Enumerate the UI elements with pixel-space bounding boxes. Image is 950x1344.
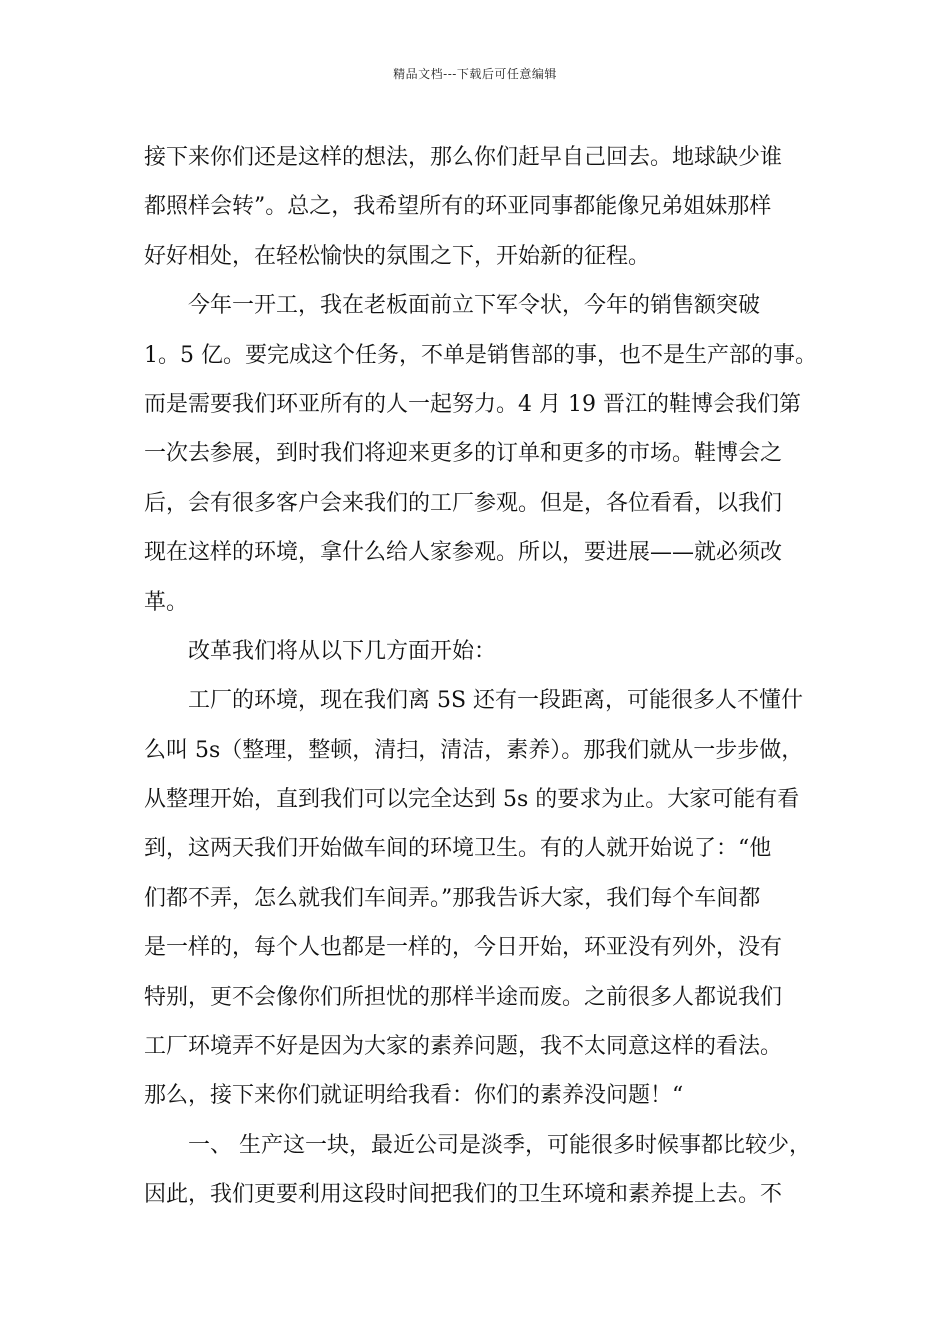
text-line: 是一样的，每个人也都是一样的，今日开始，环亚没有列外，没有	[144, 935, 783, 961]
text-line: 么叫 5s（整理，整顿，清扫，清洁，素养）。那我们就从一步步做，	[144, 737, 804, 763]
text-line: 1。5 亿。要完成这个任务，不单是销售部的事，也不是生产部的事。	[144, 342, 817, 368]
text-line: 那么，接下来你们就证明给我看：你们的素养没问题！“	[144, 1083, 684, 1109]
text-line: 因此，我们更要利用这段时间把我们的卫生环境和素养提上去。不	[144, 1182, 783, 1208]
text-line: 后，会有很多客户会来我们的工厂参观。但是，各位看看，以我们	[144, 490, 783, 516]
text-line: 一次去参展，到时我们将迎来更多的订单和更多的市场。鞋博会之	[144, 441, 783, 467]
text-line: 改革我们将从以下几方面开始：	[188, 638, 497, 664]
text-line: 到，这两天我们开始做车间的环境卫生。有的人就开始说了：“他	[144, 836, 772, 862]
text-line: 现在这样的环境，拿什么给人家参观。所以，要进展——就必须改	[144, 540, 783, 566]
text-line: 好好相处，在轻松愉快的氛围之下，开始新的征程。	[144, 243, 651, 269]
text-line: 特别，更不会像你们所担忧的那样半途而废。之前很多人都说我们	[144, 984, 783, 1010]
page-header: 精品文档---下载后可任意编辑	[393, 67, 557, 81]
document-body	[144, 133, 834, 1220]
paragraph	[144, 133, 834, 281]
text-line: 革。	[144, 589, 189, 615]
text-line: 从整理开始，直到我们可以完全达到 5s 的要求为止。大家可能有看	[144, 787, 800, 813]
paragraph	[144, 676, 834, 1121]
paragraph	[144, 1121, 834, 1220]
text-line: 都照样会转”。总之，我希望所有的环亚同事都能像兄弟姐妹那样	[144, 194, 772, 220]
text-line: 们都不弄，怎么就我们车间弄。”那我告诉大家，我们每个车间都	[144, 885, 761, 911]
paragraph	[144, 281, 834, 627]
text-line: 一、 生产这一块，最近公司是淡季，可能很多时候事都比较少，	[188, 1132, 811, 1158]
paragraph	[144, 627, 834, 676]
text-line: 工厂环境弄不好是因为大家的素养问题，我不太同意这样的看法。	[144, 1034, 783, 1060]
text-line: 今年一开工，我在老板面前立下军令状，今年的销售额突破	[188, 293, 761, 319]
text-line: 工厂的环境，现在我们离 5S 还有一段距离，可能很多人不懂什	[188, 688, 804, 714]
text-line: 接下来你们还是这样的想法，那么你们赶早自己回去。地球缺少谁	[144, 145, 783, 170]
text-line: 而是需要我们环亚所有的人一起努力。4 月 19 晋江的鞋博会我们第	[144, 391, 801, 417]
